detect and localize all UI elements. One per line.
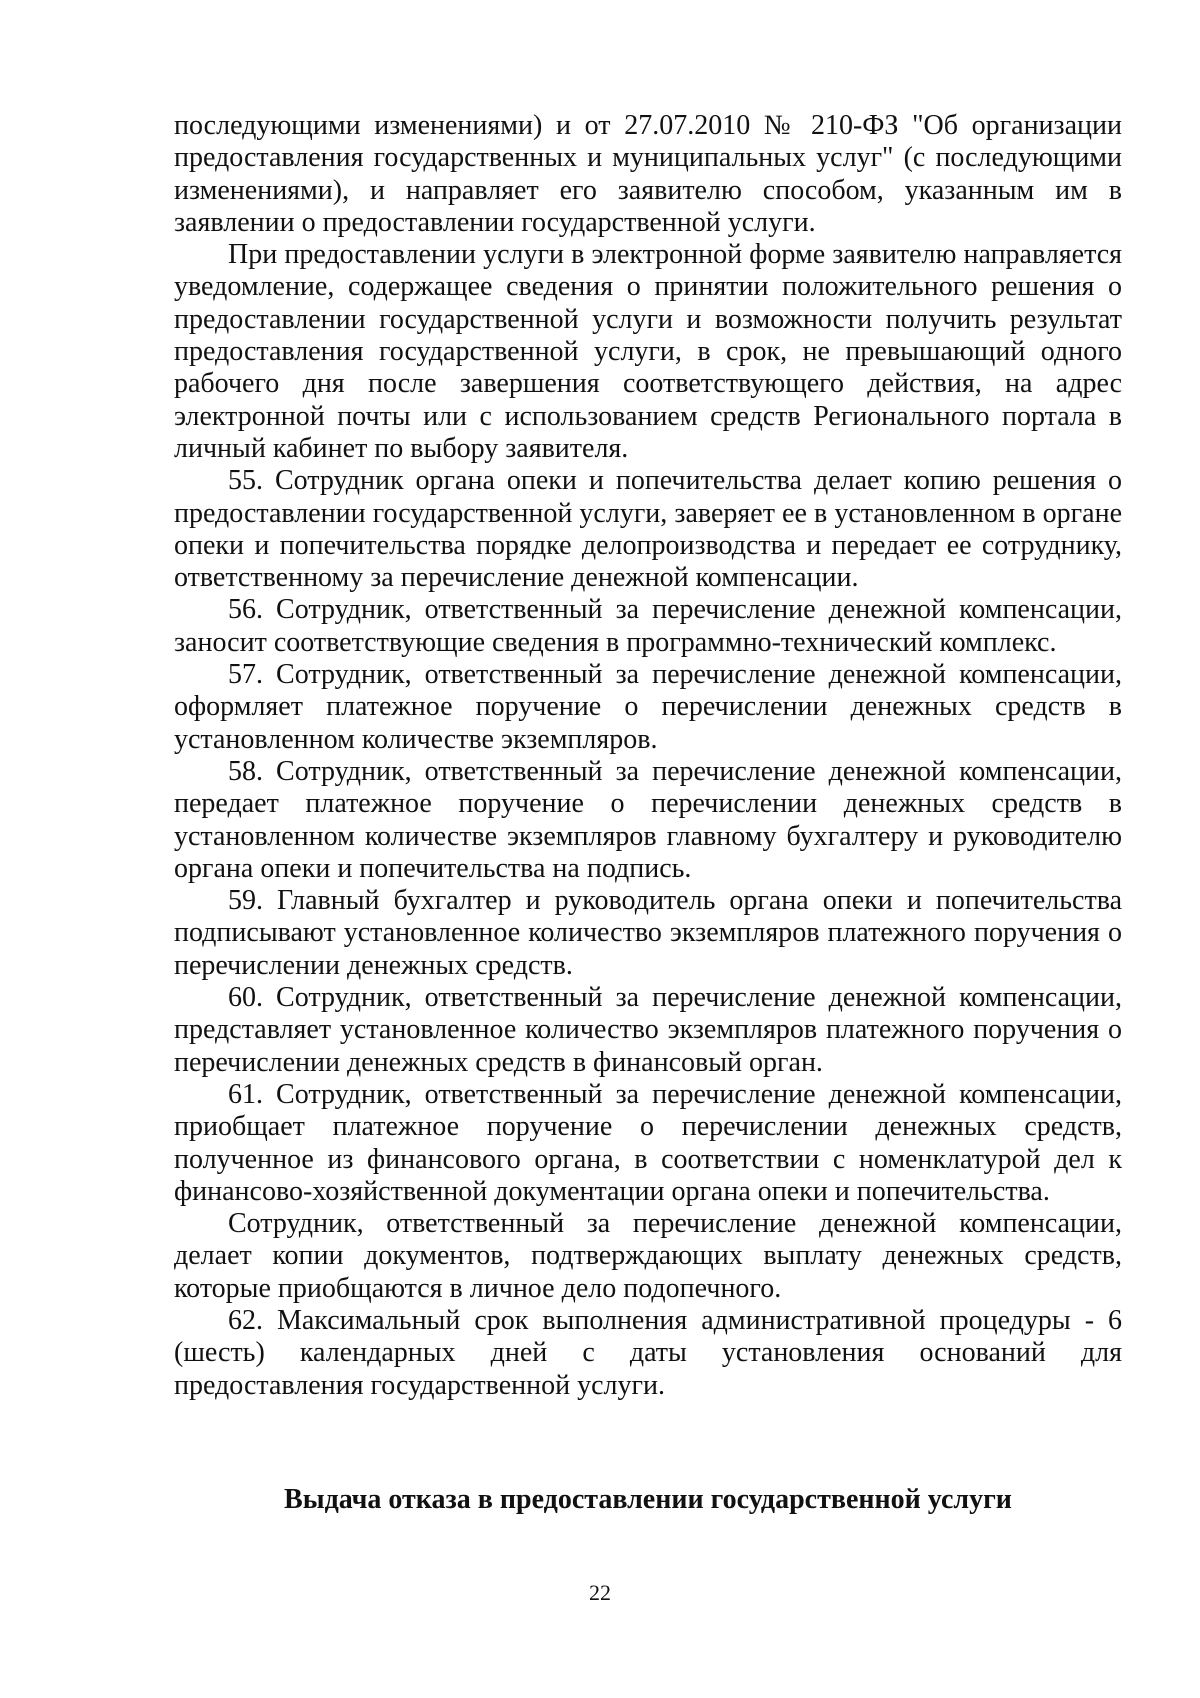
page-number: 22 — [589, 1580, 611, 1605]
paragraph-61: 61. Сотрудник, ответственный за перечисление денежной компенсации, приобщает платежное поручение о перечислении денежных средств, полученное из финансового органа, в соответствии с номенклатурой дел к финансово-хозяйственной документации органа опеки и попечительства. — [174, 1078, 1122, 1207]
paragraph-59: 59. Главный бухгалтер и руководитель органа опеки и попечительства подписывают установленное количество экземпляров платежного поручения о перечислении денежных средств. — [174, 885, 1122, 981]
paragraph-62: 62. Максимальный срок выполнения административной процедуры - 6 (шесть) календарных дней с даты установления оснований для предоставления государственной услуги. — [174, 1304, 1122, 1401]
paragraph-57: 57. Сотрудник, ответственный за перечисление денежной компенсации, оформляет платежное поручение о перечислении денежных средств в установленном количестве экземпляров. — [174, 659, 1122, 755]
paragraph-61-copies: Сотрудник, ответственный за перечисление денежной компенсации, делает копии документов, подтверждающих выплату денежных средств, которые приобщаются в личное дело подопечного. — [174, 1208, 1122, 1304]
paragraph-60: 60. Сотрудник, ответственный за перечисление денежной компенсации, представляет установленное количество экземпляров платежного поручения о перечислении денежных средств в финансовый орган. — [174, 982, 1122, 1078]
section-heading: Выдача отказа в предоставлении государственной услуги — [284, 1484, 1012, 1515]
paragraph-56: 56. Сотрудник, ответственный за перечисление денежной компенсации, заносит соответствующие сведения в программно-технический комплекс. — [174, 594, 1122, 658]
paragraph-58: 58. Сотрудник, ответственный за перечисление денежной компенсации, передает платежное поручение о перечислении денежных средств в установленном количестве экземпляров главному бухгалтеру и руководителю органа опеки и попечительства на подпись. — [174, 755, 1122, 884]
paragraph-55: 55. Сотрудник органа опеки и попечительства делает копию решения о предоставлении государственной услуги, заверяет ее в установленном в органе опеки и попечительства порядке делопроизводства и передает ее сотруднику, ответственному за перечисление денежной компенсации. — [174, 465, 1122, 594]
document-body — [174, 110, 1122, 1402]
paragraph-electronic-notice: При предоставлении услуги в электронной форме заявителю направляется уведомление, содержащее сведения о принятии положительного решения о предоставлении государственной услуги и возможности получить результат предоставления государственной услуги, в срок, не превышающий одного рабочего дня после завершения соответствующего действия, на адрес электронной почты или с использованием средств Регионального портала в личный кабинет по выбору заявителя. — [174, 239, 1122, 464]
paragraph-continuation: последующими изменениями) и от 27.07.2010 № 210-ФЗ "Об организации предоставления государственных и муниципальных услуг" (с последующими изменениями), и направляет его заявителю способом, указанным им в заявлении о предоставлении государственной услуги. — [174, 110, 1122, 238]
